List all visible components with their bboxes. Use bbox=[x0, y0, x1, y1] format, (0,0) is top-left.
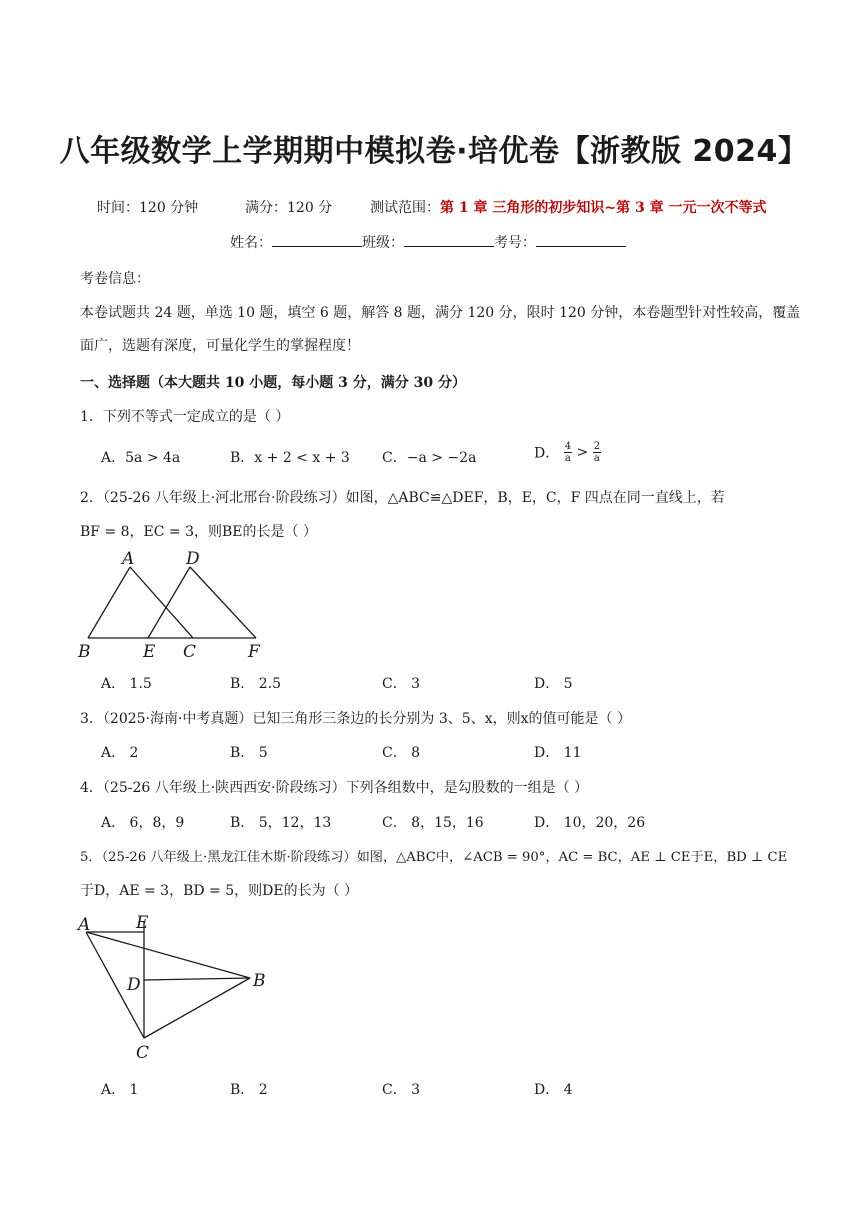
q1-option-d[interactable]: D． $\frac{4}{a}$ > $\frac{2}{a}$ bbox=[534, 441, 601, 464]
q3-option-b[interactable]: B． 5 bbox=[230, 745, 268, 761]
q5-label-b: B bbox=[253, 971, 266, 991]
q5-option-b[interactable]: B． 2 bbox=[230, 1082, 268, 1098]
exam-range bbox=[370, 197, 766, 217]
info-line-2: 面广，选题有深度，可量化学生的掌握程度！ bbox=[80, 338, 360, 354]
q2-label-a: A bbox=[122, 549, 135, 569]
info-line-1: 本卷试题共 24 题，单选 10 题，填空 6 题，解答 8 题，满分 120 分，限时 120 分钟，本卷题型针对性较高，覆盖 bbox=[80, 305, 801, 321]
q4-stem: 4．（25-26 八年级上·陕西西安·阶段练习）下列各组数中，是勾股数的一组是（ ） bbox=[80, 780, 589, 796]
q5-label-e: E bbox=[136, 913, 149, 933]
q5-stem-line-1: 5．（25-26 八年级上·黑龙江佳木斯·阶段练习）如图，△ABC中，∠ACB = 90°，AC = BC，AE ⊥ CE于E，BD ⊥ CE bbox=[80, 850, 788, 865]
name-blank[interactable] bbox=[272, 232, 362, 247]
exam-score: 满分：120 分 bbox=[245, 200, 333, 216]
q1-option-b[interactable]: B．x + 2 < x + 3 bbox=[230, 450, 350, 466]
q4-option-b[interactable]: B． 5，12，13 bbox=[230, 815, 332, 831]
student-fields bbox=[230, 232, 626, 252]
q2-label-f: F bbox=[248, 642, 260, 662]
q5-label-d: D bbox=[127, 975, 141, 995]
q2-label-d: D bbox=[186, 549, 200, 569]
q2-label-e: E bbox=[143, 642, 156, 662]
q5-option-a[interactable]: A． 1 bbox=[101, 1082, 139, 1098]
q5-triangle-figure bbox=[72, 908, 282, 1063]
q2-label-b: B bbox=[78, 642, 91, 662]
q2-label-c: C bbox=[183, 642, 197, 662]
q5-line-bd bbox=[144, 978, 250, 980]
q2-option-b[interactable]: B． 2.5 bbox=[230, 676, 282, 692]
q1-option-c[interactable]: C．−a > −2a bbox=[382, 450, 477, 466]
q3-stem: 3．（2025·海南·中考真题）已知三角形三条边的长分别为 3、5、x，则x的值可能是（ ） bbox=[80, 711, 631, 727]
q2-line-ab bbox=[88, 567, 130, 638]
section-heading: 一、选择题（本大题共 10 小题，每小题 3 分，满分 30 分） bbox=[80, 375, 466, 391]
q1-stem: 1．下列不等式一定成立的是（ ） bbox=[80, 409, 290, 425]
q2-option-a[interactable]: A． 1.5 bbox=[101, 676, 152, 692]
q2-stem-line-1: 2．（25-26 八年级上·河北邢台·阶段练习）如图，△ABC≌△DEF，B，E，C，F 四点在同一直线上，若 bbox=[80, 490, 725, 506]
q3-option-a[interactable]: A． 2 bbox=[101, 745, 139, 761]
q1-option-a[interactable]: A．5a > 4a bbox=[101, 450, 181, 466]
range-label: 测试范围： bbox=[370, 200, 440, 216]
q3-option-d[interactable]: D． 11 bbox=[534, 745, 582, 761]
exam-no-blank[interactable] bbox=[536, 232, 626, 247]
q4-option-c[interactable]: C． 8，15，16 bbox=[382, 815, 484, 831]
q2-line-df bbox=[190, 567, 256, 638]
info-heading: 考卷信息： bbox=[80, 271, 150, 287]
class-blank[interactable] bbox=[404, 232, 494, 247]
exam-no-label: 考号： bbox=[494, 235, 536, 251]
q2-option-d[interactable]: D． 5 bbox=[534, 676, 573, 692]
q2-stem-line-2: BF = 8，EC = 3，则BE的长是（ ） bbox=[80, 524, 317, 540]
exam-time: 时间：120 分钟 bbox=[97, 200, 199, 216]
q2-option-c[interactable]: C． 3 bbox=[382, 676, 421, 692]
q4-option-d[interactable]: D． 10，20，26 bbox=[534, 815, 646, 831]
name-label: 姓名： bbox=[230, 235, 272, 251]
q5-label-a: A bbox=[78, 915, 91, 935]
q5-line-ab bbox=[86, 932, 250, 978]
q4-option-a[interactable]: A． 6，8，9 bbox=[101, 815, 185, 831]
q5-stem-line-2: 于D，AE = 3，BD = 5，则DE的长为（ ） bbox=[80, 883, 359, 899]
q5-option-c[interactable]: C． 3 bbox=[382, 1082, 421, 1098]
q3-option-c[interactable]: C． 8 bbox=[382, 745, 421, 761]
class-label: 班级： bbox=[362, 235, 404, 251]
q5-option-d[interactable]: D． 4 bbox=[534, 1082, 573, 1098]
q5-label-c: C bbox=[136, 1043, 150, 1063]
page-title: 八年级数学上学期期中模拟卷·培优卷【浙教版 2024】 bbox=[59, 134, 809, 169]
q5-line-bc bbox=[144, 978, 250, 1038]
range-value: 第 1 章 三角形的初步知识~第 3 章 一元一次不等式 bbox=[440, 200, 767, 216]
q2-triangle-figure bbox=[70, 545, 280, 663]
